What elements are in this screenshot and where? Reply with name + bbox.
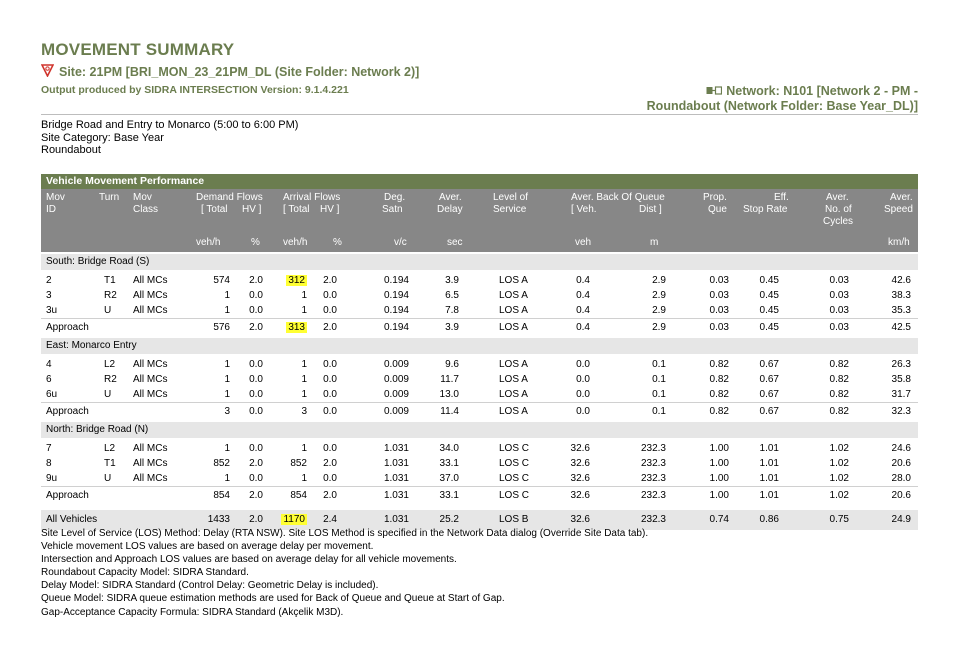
cell-arrival-total: 1170 xyxy=(283,514,305,525)
note-line: Queue Model: SIDRA queue estimation methods are used for Back of Queue and Queue at Start of Gap. xyxy=(41,593,505,605)
hdr-mov-id-2: ID xyxy=(46,204,56,215)
note-line: Gap-Acceptance Capacity Formula: SIDRA Standard (Akçelik M3D). xyxy=(41,606,344,618)
table-row xyxy=(41,303,918,318)
cell-prop-que: 0.03 xyxy=(709,322,729,333)
hdr-los-2: Service xyxy=(493,204,527,215)
cell-aver-speed: 24.9 xyxy=(891,514,911,525)
cell-deg-satn: 1.031 xyxy=(383,443,409,454)
note-line: Delay Model: SIDRA Standard (Control Delay: Geometric Delay is included). xyxy=(41,580,379,592)
cell-demand-total: 1 xyxy=(224,443,230,454)
hdr-cycles-1: Aver. xyxy=(826,192,849,203)
cell-queue-dist: 0.1 xyxy=(652,389,666,400)
cell-deg-satn: 1.031 xyxy=(383,473,409,484)
hdr-los-1: Level of xyxy=(493,192,529,203)
cell-arrival-hv: 0.0 xyxy=(323,374,337,385)
table-row xyxy=(41,471,918,486)
cell-queue-dist: 0.1 xyxy=(652,374,666,385)
table-row xyxy=(41,372,918,387)
cell-los: LOS A xyxy=(499,389,528,400)
movement-performance-table xyxy=(41,174,918,530)
table-body xyxy=(41,254,918,530)
cell-eff-stop-rate: 1.01 xyxy=(759,490,779,501)
cell-queue-veh: 0.0 xyxy=(576,389,590,400)
cell-arrival-hv: 2.0 xyxy=(323,490,337,501)
cell-aver-speed: 35.3 xyxy=(891,305,911,316)
cell-queue-veh: 32.6 xyxy=(570,473,590,484)
cell-mov-class: All MCs xyxy=(133,443,168,454)
hdr-speed-1: Aver. xyxy=(890,192,913,203)
approach-row xyxy=(41,318,918,336)
hdr-mov-class-1: Mov xyxy=(133,192,152,203)
cell-eff-stop-rate: 0.45 xyxy=(759,322,779,333)
site-label: Site: 21PM [BRI_MON_23_21PM_DL (Site Folder: Network 2)] xyxy=(59,65,420,79)
cell-arrival-total: 1 xyxy=(301,389,307,400)
cell-queue-dist: 0.1 xyxy=(652,406,666,417)
cell-queue-veh: 0.0 xyxy=(576,406,590,417)
cell-eff-stop-rate: 0.67 xyxy=(759,406,779,417)
roundabout-site-icon xyxy=(41,64,54,80)
unit-queue-dist: m xyxy=(650,237,659,248)
cell-queue-veh: 32.6 xyxy=(570,443,590,454)
hdr-prop-1: Prop. xyxy=(703,192,727,203)
cell-los: LOS A xyxy=(499,359,528,370)
cell-mov-class: All MCs xyxy=(133,359,168,370)
hdr-deg-2: Satn xyxy=(382,204,403,215)
cell-demand-total: 1 xyxy=(224,389,230,400)
cell-aver-cycles: 0.82 xyxy=(829,374,849,385)
hdr-queue-veh: [ Veh. xyxy=(571,204,597,215)
cell-aver-delay: 37.0 xyxy=(439,473,459,484)
cell-turn: L2 xyxy=(104,443,116,454)
cell-aver-cycles: 1.02 xyxy=(829,458,849,469)
cell-aver-delay: 9.6 xyxy=(445,359,459,370)
cell-queue-dist: 232.3 xyxy=(640,514,666,525)
cell-demand-hv: 0.0 xyxy=(249,290,263,301)
produced-by-text: Output produced by SIDRA INTERSECTION Version: 9.1.4.221 xyxy=(41,84,349,96)
cell-arrival-total: 854 xyxy=(290,490,307,501)
table-row xyxy=(41,273,918,288)
cell-mov-id: 4 xyxy=(46,359,52,370)
hdr-cycles-2: No. of xyxy=(825,204,852,215)
cell-arrival-hv: 0.0 xyxy=(323,305,337,316)
cell-arrival-hv: 0.0 xyxy=(323,443,337,454)
cell-arrival-total: 3 xyxy=(301,406,307,417)
hdr-arrival: Arrival Flows xyxy=(283,192,341,203)
cell-arrival-total: 312 xyxy=(288,275,305,286)
cell-aver-cycles: 0.03 xyxy=(829,290,849,301)
cell-demand-total: 1 xyxy=(224,305,230,316)
unit-demand-total: veh/h xyxy=(196,237,221,248)
cell-demand-total: 1 xyxy=(224,374,230,385)
cell-aver-delay: 13.0 xyxy=(439,389,459,400)
cell-arrival-hv: 0.0 xyxy=(323,389,337,400)
cell-prop-que: 0.82 xyxy=(709,406,729,417)
cell-aver-speed: 28.0 xyxy=(891,473,911,484)
cell-aver-delay: 11.7 xyxy=(440,374,459,385)
cell-aver-speed: 20.6 xyxy=(891,490,911,501)
cell-demand-total: 1 xyxy=(224,290,230,301)
cell-prop-que: 0.03 xyxy=(709,275,729,286)
network-heading xyxy=(647,84,918,114)
cell-queue-veh: 0.4 xyxy=(576,322,590,333)
cell-turn: R2 xyxy=(104,374,117,385)
cell-demand-hv: 0.0 xyxy=(249,406,263,417)
hdr-prop-2: Que xyxy=(708,204,727,215)
table-row xyxy=(41,288,918,303)
cell-prop-que: 0.74 xyxy=(709,514,729,525)
cell-prop-que: 0.82 xyxy=(709,389,729,400)
cell-los: LOS A xyxy=(499,406,528,417)
cell-demand-total: 1 xyxy=(224,359,230,370)
hdr-demand-total: [ Total xyxy=(201,204,228,215)
cell-eff-stop-rate: 0.86 xyxy=(759,514,779,525)
cell-los: LOS C xyxy=(499,473,530,484)
cell-aver-delay: 6.5 xyxy=(445,290,459,301)
cell-aver-delay: 3.9 xyxy=(445,275,459,286)
cell-deg-satn: 1.031 xyxy=(383,490,409,501)
cell-mov-class: All MCs xyxy=(133,374,168,385)
network-label-line1: Network: N101 [Network 2 - PM - xyxy=(726,84,918,98)
cell-aver-speed: 24.6 xyxy=(891,443,911,454)
cell-turn: U xyxy=(104,473,112,484)
notes-section xyxy=(41,527,648,619)
approach-row xyxy=(41,486,918,504)
cell-prop-que: 1.00 xyxy=(709,490,729,501)
cell-turn: L2 xyxy=(104,359,116,370)
cell-arrival-total: 1 xyxy=(301,359,307,370)
cell-queue-dist: 0.1 xyxy=(652,359,666,370)
unit-speed: km/h xyxy=(888,237,910,248)
cell-aver-speed: 20.6 xyxy=(891,458,911,469)
cell-queue-dist: 232.3 xyxy=(640,490,666,501)
cell-aver-cycles: 0.03 xyxy=(829,305,849,316)
cell-arrival-total: 1 xyxy=(301,473,307,484)
cell-los: LOS C xyxy=(499,458,530,469)
cell-row-label: Approach xyxy=(46,490,89,501)
approach-row xyxy=(41,402,918,420)
cell-eff-stop-rate: 0.45 xyxy=(759,305,779,316)
hdr-speed-2: Speed xyxy=(884,204,913,215)
cell-prop-que: 0.82 xyxy=(709,374,729,385)
cell-los: LOS A xyxy=(499,305,528,316)
cell-demand-hv: 2.0 xyxy=(249,458,263,469)
cell-queue-dist: 2.9 xyxy=(652,275,666,286)
cell-aver-cycles: 0.03 xyxy=(829,275,849,286)
cell-mov-class: All MCs xyxy=(133,275,168,286)
hdr-queue-dist: Dist ] xyxy=(639,204,662,215)
cell-los: LOS A xyxy=(499,374,528,385)
cell-eff-stop-rate: 1.01 xyxy=(759,443,779,454)
cell-aver-delay: 7.8 xyxy=(445,305,459,316)
cell-demand-total: 3 xyxy=(224,406,230,417)
cell-demand-hv: 0.0 xyxy=(249,473,263,484)
cell-demand-total: 1433 xyxy=(207,514,230,525)
cell-queue-dist: 2.9 xyxy=(652,305,666,316)
cell-mov-class: All MCs xyxy=(133,389,168,400)
cell-arrival-hv: 0.0 xyxy=(323,290,337,301)
cell-aver-delay: 33.1 xyxy=(439,458,459,469)
cell-turn: U xyxy=(104,305,112,316)
site-type-line: Roundabout xyxy=(41,144,101,156)
cell-aver-cycles: 1.02 xyxy=(829,473,849,484)
cell-mov-class: All MCs xyxy=(133,458,168,469)
cell-mov-id: 7 xyxy=(46,443,52,454)
cell-aver-speed: 32.3 xyxy=(891,406,911,417)
cell-prop-que: 1.00 xyxy=(709,473,729,484)
cell-queue-veh: 32.6 xyxy=(570,458,590,469)
hdr-mov-class-2: Class xyxy=(133,204,159,215)
cell-deg-satn: 0.194 xyxy=(383,290,409,301)
cell-row-label: Approach xyxy=(46,406,89,417)
section-heading: North: Bridge Road (N) xyxy=(41,422,918,438)
cell-queue-dist: 232.3 xyxy=(640,473,666,484)
hdr-demand: Demand Flows xyxy=(196,192,263,203)
page-title: MOVEMENT SUMMARY xyxy=(41,40,235,59)
hdr-eff-1: Eff. xyxy=(774,192,789,203)
cell-los: LOS A xyxy=(499,322,528,333)
table-row xyxy=(41,456,918,471)
cell-turn: U xyxy=(104,389,112,400)
hdr-queue: Aver. Back Of Queue xyxy=(571,192,665,203)
cell-prop-que: 0.03 xyxy=(709,305,729,316)
cell-aver-speed: 26.3 xyxy=(891,359,911,370)
cell-aver-speed: 42.6 xyxy=(891,275,911,286)
cell-mov-id: 6u xyxy=(46,389,58,400)
cell-demand-hv: 0.0 xyxy=(249,374,263,385)
section-heading: East: Monarco Entry xyxy=(41,338,918,354)
cell-aver-cycles: 0.82 xyxy=(829,359,849,370)
cell-queue-dist: 2.9 xyxy=(652,322,666,333)
cell-turn: R2 xyxy=(104,290,117,301)
cell-arrival-total: 1 xyxy=(301,374,307,385)
table-row xyxy=(41,387,918,402)
unit-queue-veh: veh xyxy=(575,237,592,248)
note-line: Intersection and Approach LOS values are based on average delay for all vehicle movements. xyxy=(41,554,457,566)
network-label-line2: Roundabout (Network Folder: Base Year_DL)] xyxy=(646,99,918,114)
unit-arrival-total: veh/h xyxy=(283,237,308,248)
cell-row-label: All Vehicles xyxy=(46,514,98,525)
cell-queue-veh: 0.4 xyxy=(576,290,590,301)
cell-arrival-hv: 2.4 xyxy=(323,514,337,525)
cell-deg-satn: 1.031 xyxy=(383,458,409,469)
cell-prop-que: 1.00 xyxy=(709,443,729,454)
cell-demand-hv: 2.0 xyxy=(249,275,263,286)
unit-arrival-hv: % xyxy=(333,237,342,248)
cell-deg-satn: 0.009 xyxy=(383,359,409,370)
cell-queue-veh: 0.4 xyxy=(576,305,590,316)
cell-eff-stop-rate: 1.01 xyxy=(759,473,779,484)
cell-aver-delay: 3.9 xyxy=(445,322,459,333)
cell-deg-satn: 0.194 xyxy=(383,305,409,316)
note-line: Roundabout Capacity Model: SIDRA Standard. xyxy=(41,567,249,579)
cell-aver-delay: 11.4 xyxy=(440,406,459,417)
cell-aver-speed: 35.8 xyxy=(891,374,911,385)
cell-arrival-hv: 0.0 xyxy=(323,473,337,484)
hdr-arrival-hv: HV ] xyxy=(320,204,340,215)
cell-aver-cycles: 1.02 xyxy=(829,443,849,454)
cell-arrival-hv: 2.0 xyxy=(323,458,337,469)
cell-mov-class: All MCs xyxy=(133,290,168,301)
cell-eff-stop-rate: 0.67 xyxy=(759,359,779,370)
cell-aver-cycles: 0.75 xyxy=(829,514,849,525)
cell-arrival-total: 1 xyxy=(301,305,307,316)
cell-mov-id: 3u xyxy=(46,305,58,316)
table-row xyxy=(41,441,918,456)
cell-queue-dist: 232.3 xyxy=(640,458,666,469)
cell-aver-speed: 31.7 xyxy=(891,389,911,400)
cell-aver-cycles: 0.82 xyxy=(829,389,849,400)
cell-arrival-total: 1 xyxy=(301,290,307,301)
hdr-arrival-total: [ Total xyxy=(283,204,310,215)
cell-demand-hv: 0.0 xyxy=(249,359,263,370)
cell-queue-veh: 32.6 xyxy=(570,514,590,525)
cell-eff-stop-rate: 0.67 xyxy=(759,374,779,385)
cell-los: LOS C xyxy=(499,490,530,501)
cell-eff-stop-rate: 0.67 xyxy=(759,389,779,400)
cell-turn: T1 xyxy=(104,275,116,286)
cell-arrival-hv: 2.0 xyxy=(323,322,337,333)
table-row xyxy=(41,357,918,372)
cell-los: LOS A xyxy=(499,290,528,301)
cell-demand-hv: 2.0 xyxy=(249,490,263,501)
cell-queue-dist: 232.3 xyxy=(640,443,666,454)
site-description xyxy=(41,119,298,157)
cell-demand-hv: 0.0 xyxy=(249,305,263,316)
site-description-line: Bridge Road and Entry to Monarco (5:00 to 6:00 PM) xyxy=(41,119,299,131)
cell-eff-stop-rate: 0.45 xyxy=(759,290,779,301)
cell-row-label: Approach xyxy=(46,322,89,333)
unit-demand-hv: % xyxy=(251,237,260,248)
unit-deg: v/c xyxy=(394,237,407,248)
network-icon xyxy=(706,84,722,99)
cell-demand-total: 576 xyxy=(213,322,230,333)
cell-mov-id: 9u xyxy=(46,473,58,484)
cell-deg-satn: 0.194 xyxy=(383,322,409,333)
table-header xyxy=(41,189,918,252)
cell-deg-satn: 0.194 xyxy=(383,275,409,286)
cell-eff-stop-rate: 0.45 xyxy=(759,275,779,286)
site-category-line: Site Category: Base Year xyxy=(41,131,164,144)
hdr-demand-hv: HV ] xyxy=(242,204,262,215)
cell-queue-dist: 2.9 xyxy=(652,290,666,301)
unit-delay: sec xyxy=(447,237,463,248)
cell-demand-total: 574 xyxy=(213,275,230,286)
hdr-mov-id-1: Mov xyxy=(46,192,65,203)
cell-deg-satn: 0.009 xyxy=(383,406,409,417)
cell-queue-veh: 0.0 xyxy=(576,374,590,385)
cell-demand-total: 1 xyxy=(224,473,230,484)
cell-aver-cycles: 0.03 xyxy=(829,322,849,333)
cell-eff-stop-rate: 1.01 xyxy=(759,458,779,469)
cell-mov-id: 3 xyxy=(46,290,52,301)
cell-mov-id: 6 xyxy=(46,374,52,385)
cell-prop-que: 1.00 xyxy=(709,458,729,469)
cell-arrival-total: 852 xyxy=(290,458,307,469)
cell-aver-speed: 42.5 xyxy=(891,322,911,333)
hdr-delay-2: Delay xyxy=(437,204,463,215)
cell-aver-delay: 34.0 xyxy=(439,443,459,454)
cell-mov-id: 8 xyxy=(46,458,52,469)
cell-demand-hv: 2.0 xyxy=(249,514,263,525)
section-heading: South: Bridge Road (S) xyxy=(41,254,918,270)
cell-aver-delay: 33.1 xyxy=(439,490,459,501)
cell-arrival-hv: 2.0 xyxy=(323,275,337,286)
cell-mov-class: All MCs xyxy=(133,473,168,484)
cell-deg-satn: 0.009 xyxy=(383,374,409,385)
cell-aver-cycles: 0.82 xyxy=(829,406,849,417)
cell-aver-cycles: 1.02 xyxy=(829,490,849,501)
cell-deg-satn: 1.031 xyxy=(383,514,409,525)
cell-arrival-total: 1 xyxy=(301,443,307,454)
site-heading xyxy=(41,64,419,80)
cell-queue-veh: 32.6 xyxy=(570,490,590,501)
cell-queue-veh: 0.4 xyxy=(576,275,590,286)
hdr-deg-1: Deg. xyxy=(384,192,406,203)
cell-demand-total: 852 xyxy=(213,458,230,469)
cell-arrival-hv: 0.0 xyxy=(323,359,337,370)
note-line: Vehicle movement LOS values are based on average delay per movement. xyxy=(41,541,374,553)
hdr-cycles-3: Cycles xyxy=(823,216,854,227)
hdr-delay-1: Aver. xyxy=(439,192,462,203)
note-line: Site Level of Service (LOS) Method: Delay (RTA NSW). Site LOS Method is specified in the Network Data dialog (Override Site Data tab). xyxy=(41,528,649,539)
cell-aver-speed: 38.3 xyxy=(891,290,911,301)
header-divider xyxy=(41,114,918,115)
cell-prop-que: 0.03 xyxy=(709,290,729,301)
cell-aver-delay: 25.2 xyxy=(439,514,459,525)
cell-deg-satn: 0.009 xyxy=(383,389,409,400)
cell-los: LOS B xyxy=(499,514,529,525)
cell-mov-class: All MCs xyxy=(133,305,168,316)
hdr-turn: Turn xyxy=(99,192,120,203)
cell-los: LOS C xyxy=(499,443,530,454)
cell-demand-hv: 2.0 xyxy=(249,322,263,333)
cell-arrival-total: 313 xyxy=(288,322,305,333)
cell-demand-hv: 0.0 xyxy=(249,443,263,454)
cell-prop-que: 0.82 xyxy=(709,359,729,370)
cell-turn: T1 xyxy=(104,458,116,469)
cell-arrival-hv: 0.0 xyxy=(323,406,337,417)
hdr-eff-2: Stop Rate xyxy=(743,204,788,215)
cell-demand-total: 854 xyxy=(213,490,230,501)
cell-los: LOS A xyxy=(499,275,528,286)
cell-queue-veh: 0.0 xyxy=(576,359,590,370)
table-title: Vehicle Movement Performance xyxy=(41,174,918,189)
cell-demand-hv: 0.0 xyxy=(249,389,263,400)
cell-mov-id: 2 xyxy=(46,275,52,286)
